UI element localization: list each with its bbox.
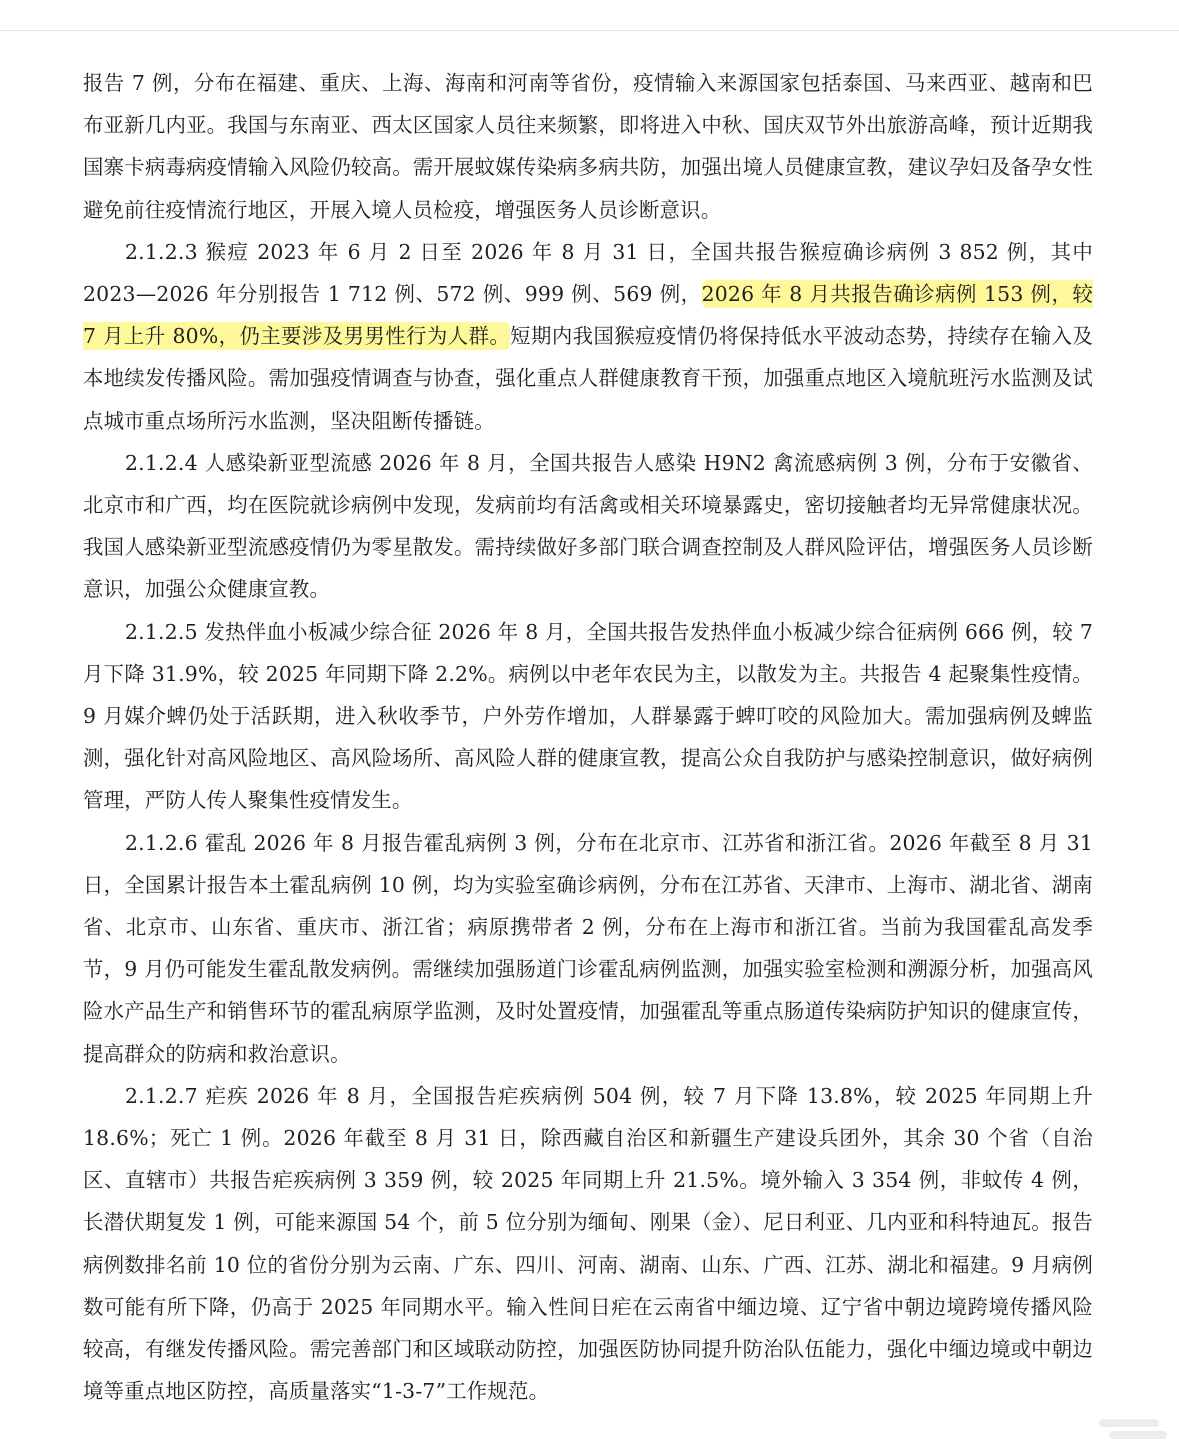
highlighted-text: 2026 年 8 月共报告确诊病例 153 例，较 7 月上升 80%，仍主要涉及男男性行为人群。 <box>83 282 1093 349</box>
paragraph-text: 2.1.2.3 猴痘 2023 年 6 月 2 日至 2026 年 8 月 31 日，全国共报告猴痘确诊病例 3 852 例，其中 2023—2026 年分别报告 1 712 例、572 例、999 例、569 例， <box>83 239 1093 307</box>
paragraph-text: 报告 7 例，分布在福建、重庆、上海、海南和河南等省份，疫情输入来源国家包括泰国、马来西亚、越南和巴布亚新几内亚。我国与东南亚、西太区国家人员往来频繁，即将进入中秋、国庆双节外出旅游高峰，预计近期我国寨卡病毒病疫情输入风险仍较高。需开展蚊媒传染病多病共防，加强出境人员健康宣教，建议孕妇及备孕女性避免前往疫情流行地区，开展入境人员检疫，增强医务人员诊断意识。 <box>83 71 1093 222</box>
paragraph-text: 短期内我国猴痘疫情仍将保持低水平波动态势，持续存在输入及本地续发传播风险。需加强疫情调查与协查，强化重点人群健康教育干预，加强重点地区入境航班污水监测及试点城市重点场所污水监测，坚决阻断传播链。 <box>83 324 1093 433</box>
paragraph <box>83 1075 1093 1413</box>
paragraph-text: 2.1.2.4 人感染新亚型流感 2026 年 8 月，全国共报告人感染 H9N2 禽流感病例 3 例，分布于安徽省、北京市和广西，均在医院就诊病例中发现，发病前均有活禽或相关环境暴露史，密切接触者均无异常健康状况。我国人感染新亚型流感疫情仍为零星散发。需持续做好多部门联合调查控制及人群风险评估，增强医务人员诊断意识，加强公众健康宣教。 <box>83 450 1093 602</box>
document-page <box>83 62 1093 1413</box>
paragraph <box>83 611 1093 822</box>
paragraph <box>83 822 1093 1075</box>
paragraph-text: 2.1.2.7 疟疾 2026 年 8 月，全国报告疟疾病例 504 例，较 7 月下降 13.8%，较 2025 年同期上升 18.6%；死亡 1 例。2026 年截至 8 月 31 日，除西藏自治区和新疆生产建设兵团外，其余 30 个省（自治区、直辖市）共报告疟疾病例 3 359 例，较 2025 年同期上升 21.5%。境外输入 3 354 例，非蚊传 4 例，长潜伏期复发 1 例，可能来源国 54 个，前 5 位分别为缅甸、刚果（金）、尼日利亚、几内亚和科特迪瓦。报告病例数排名前 10 位的省份分别为云南、广东、四川、河南、湖南、山东、广西、江苏、湖北和福建。9 月病例数可能有所下降，仍高于 2025 年同期水平。输入性间日疟在云南省中缅边境、辽宁省中朝边境跨境传播风险较高，有继发传播风险。需完善部门和区域联动防控，加强医防协同提升防治队伍能力，强化中缅边境或中朝边境等重点地区防控，高质量落实“1-3-7”工作规范。 <box>83 1083 1093 1404</box>
paragraph <box>83 231 1093 442</box>
watermark-logo <box>1099 1415 1171 1441</box>
paragraph <box>83 442 1093 611</box>
top-divider <box>0 30 1179 31</box>
paragraph <box>83 62 1093 231</box>
paragraph-text: 2.1.2.5 发热伴血小板减少综合征 2026 年 8 月，全国共报告发热伴血小板减少综合征病例 666 例，较 7 月下降 31.9%，较 2025 年同期下降 2.2%。病例以中老年农民为主，以散发为主。共报告 4 起聚集性疫情。9 月媒介蜱仍处于活跃期，进入秋收季节，户外劳作增加，人群暴露于蜱叮咬的风险加大。需加强病例及蜱监测，强化针对高风险地区、高风险场所、高风险人群的健康宣教，提高公众自我防护与感染控制意识，做好病例管理，严防人传人聚集性疫情发生。 <box>83 619 1093 813</box>
paragraph-text: 2.1.2.6 霍乱 2026 年 8 月报告霍乱病例 3 例，分布在北京市、江苏省和浙江省。2026 年截至 8 月 31 日，全国累计报告本土霍乱病例 10 例，均为实验室确诊病例，分布在江苏省、天津市、上海市、湖北省、湖南省、北京市、山东省、重庆市、浙江省；病原携带者 2 例，分布在上海市和浙江省。当前为我国霍乱高发季节，9 月仍可能发生霍乱散发病例。需继续加强肠道门诊霍乱病例监测，加强实验室检测和溯源分析，加强高风险水产品生产和销售环节的霍乱病原学监测，及时处置疫情，加强霍乱等重点肠道传染病防护知识的健康宣传，提高群众的防病和救治意识。 <box>83 830 1093 1066</box>
